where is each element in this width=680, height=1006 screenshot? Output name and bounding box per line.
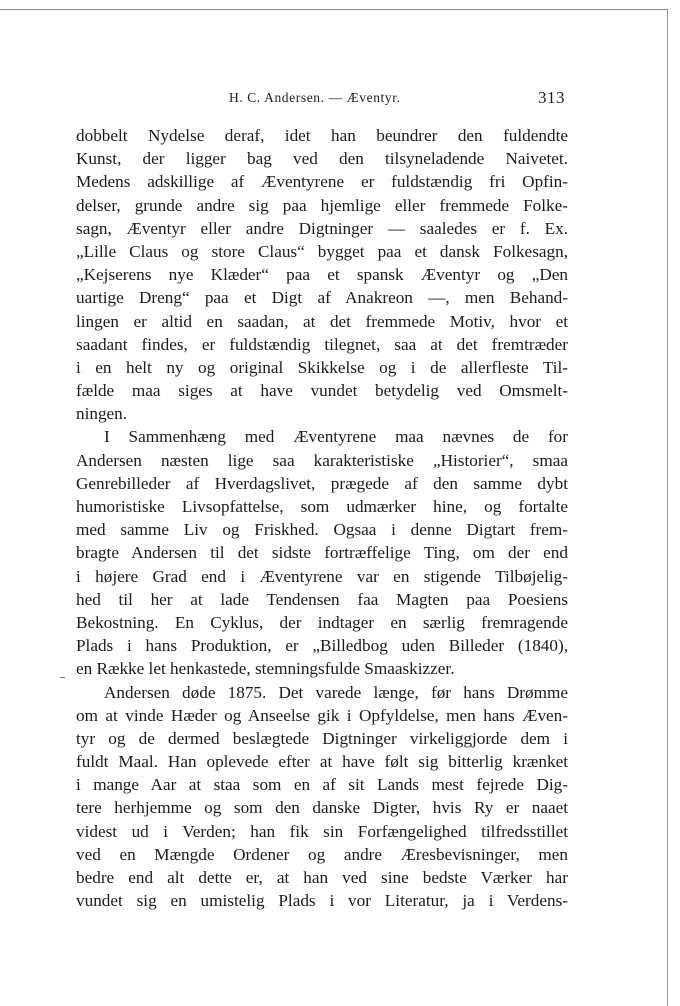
text-line: videst ud i Verden; han fik sin Forfængelighed tilfredsstillet bbox=[76, 821, 568, 841]
text-line: „Lille Claus og store Claus“ bygget paa et dansk Folkesagn, bbox=[76, 241, 568, 261]
text-line: Kunst, der ligger bag ved den tilsyneladende Naivetet. bbox=[76, 149, 568, 169]
text-line: saadant findes, er fuldstændig tilegnet, saa at det fremtræder bbox=[76, 334, 568, 354]
text-line-paragraph-end: ningen. bbox=[76, 404, 128, 424]
body-text bbox=[76, 124, 568, 912]
text-line: i en helt ny og original Skikkelse og i de allerfleste Til- bbox=[76, 357, 568, 377]
text-line-paragraph-end: en Række let henkastede, stemningsfulde Smaaskizzer. bbox=[76, 659, 455, 679]
scan-edge-right bbox=[667, 9, 668, 1006]
text-line: Plads i hans Produktion, er „Billedbog uden Billeder (1840), bbox=[76, 636, 568, 656]
text-line: hed til her at lade Tendensen faa Magten paa Poesiens bbox=[76, 589, 568, 609]
text-line: Genrebilleder af Hverdagslivet, prægede af den samme dybt bbox=[76, 473, 568, 493]
margin-mark bbox=[60, 677, 65, 678]
text-line: vundet sig en umistelig Plads i vor Literatur, ja i Verdens- bbox=[76, 891, 568, 911]
text-line: bragte Andersen til det sidste fortræffelige Ting, om der end bbox=[76, 543, 568, 563]
running-head bbox=[0, 88, 660, 112]
text-line: „Kejserens nye Klæder“ paa et spansk Æventyr og „Den bbox=[76, 265, 568, 285]
text-line-paragraph-start: Andersen døde 1875. Det varede længe, før hans Drømme bbox=[104, 682, 568, 702]
text-line: sagn, Æventyr eller andre Digtninger — saaledes er f. Ex. bbox=[76, 218, 568, 238]
text-line: fælde maa siges at have vundet betydelig ved Omsmelt- bbox=[76, 381, 568, 401]
text-line: delser, grunde andre sig paa hjemlige eller fremmede Folke- bbox=[76, 195, 568, 215]
text-line: tere herhjemme og som den danske Digter, hvis Ry er naaet bbox=[76, 798, 568, 818]
text-line: om at vinde Hæder og Anseelse gik i Opfyldelse, men hans Æven- bbox=[76, 705, 568, 725]
text-line: dobbelt Nydelse deraf, idet han beundrer den fuldendte bbox=[76, 126, 568, 145]
text-line: bedre end alt dette er, at han ved sine bedste Værker har bbox=[76, 868, 568, 887]
text-line: uartige Dreng“ paa et Digt af Anakreon —, men Behand- bbox=[76, 288, 568, 308]
text-line: fuldt Maal. Han oplevede efter at have følt sig bitterlig krænket bbox=[76, 752, 568, 772]
text-line: humoristiske Livsopfattelse, som udmærker hine, og fortalte bbox=[76, 497, 568, 516]
text-line: i højere Grad end i Æventyrene var en stigende Tilbøjelig- bbox=[76, 566, 568, 586]
page-number: 313 bbox=[538, 88, 565, 107]
text-line: lingen er altid en saadan, at det fremmede Motiv, hvor et bbox=[76, 311, 568, 331]
text-line: i mange Aar at staa som en af sit Lands mest fejrede Dig- bbox=[76, 775, 568, 795]
text-line: ved en Mængde Ordener og andre Æresbevisninger, men bbox=[76, 844, 568, 864]
text-line: Bekostning. En Cyklus, der indtager en særlig fremragende bbox=[76, 612, 568, 632]
text-line-paragraph-start: I Sammenhæng med Æventyrene maa nævnes de for bbox=[104, 427, 568, 447]
text-line: Medens adskillige af Æventyrene er fuldstændig fri Opfin- bbox=[76, 172, 568, 192]
running-title: H. C. Andersen. — Æventyr. bbox=[229, 90, 401, 105]
text-line: med samme Liv og Friskhed. Ogsaa i denne Digtart frem- bbox=[76, 520, 568, 540]
scan-edge-top bbox=[0, 9, 668, 10]
text-line: tyr og de dermed beslægtede Digtninger virkeliggjorde dem i bbox=[76, 728, 568, 748]
text-line: Andersen næsten lige saa karakteristiske „Historier“, smaa bbox=[76, 450, 568, 470]
